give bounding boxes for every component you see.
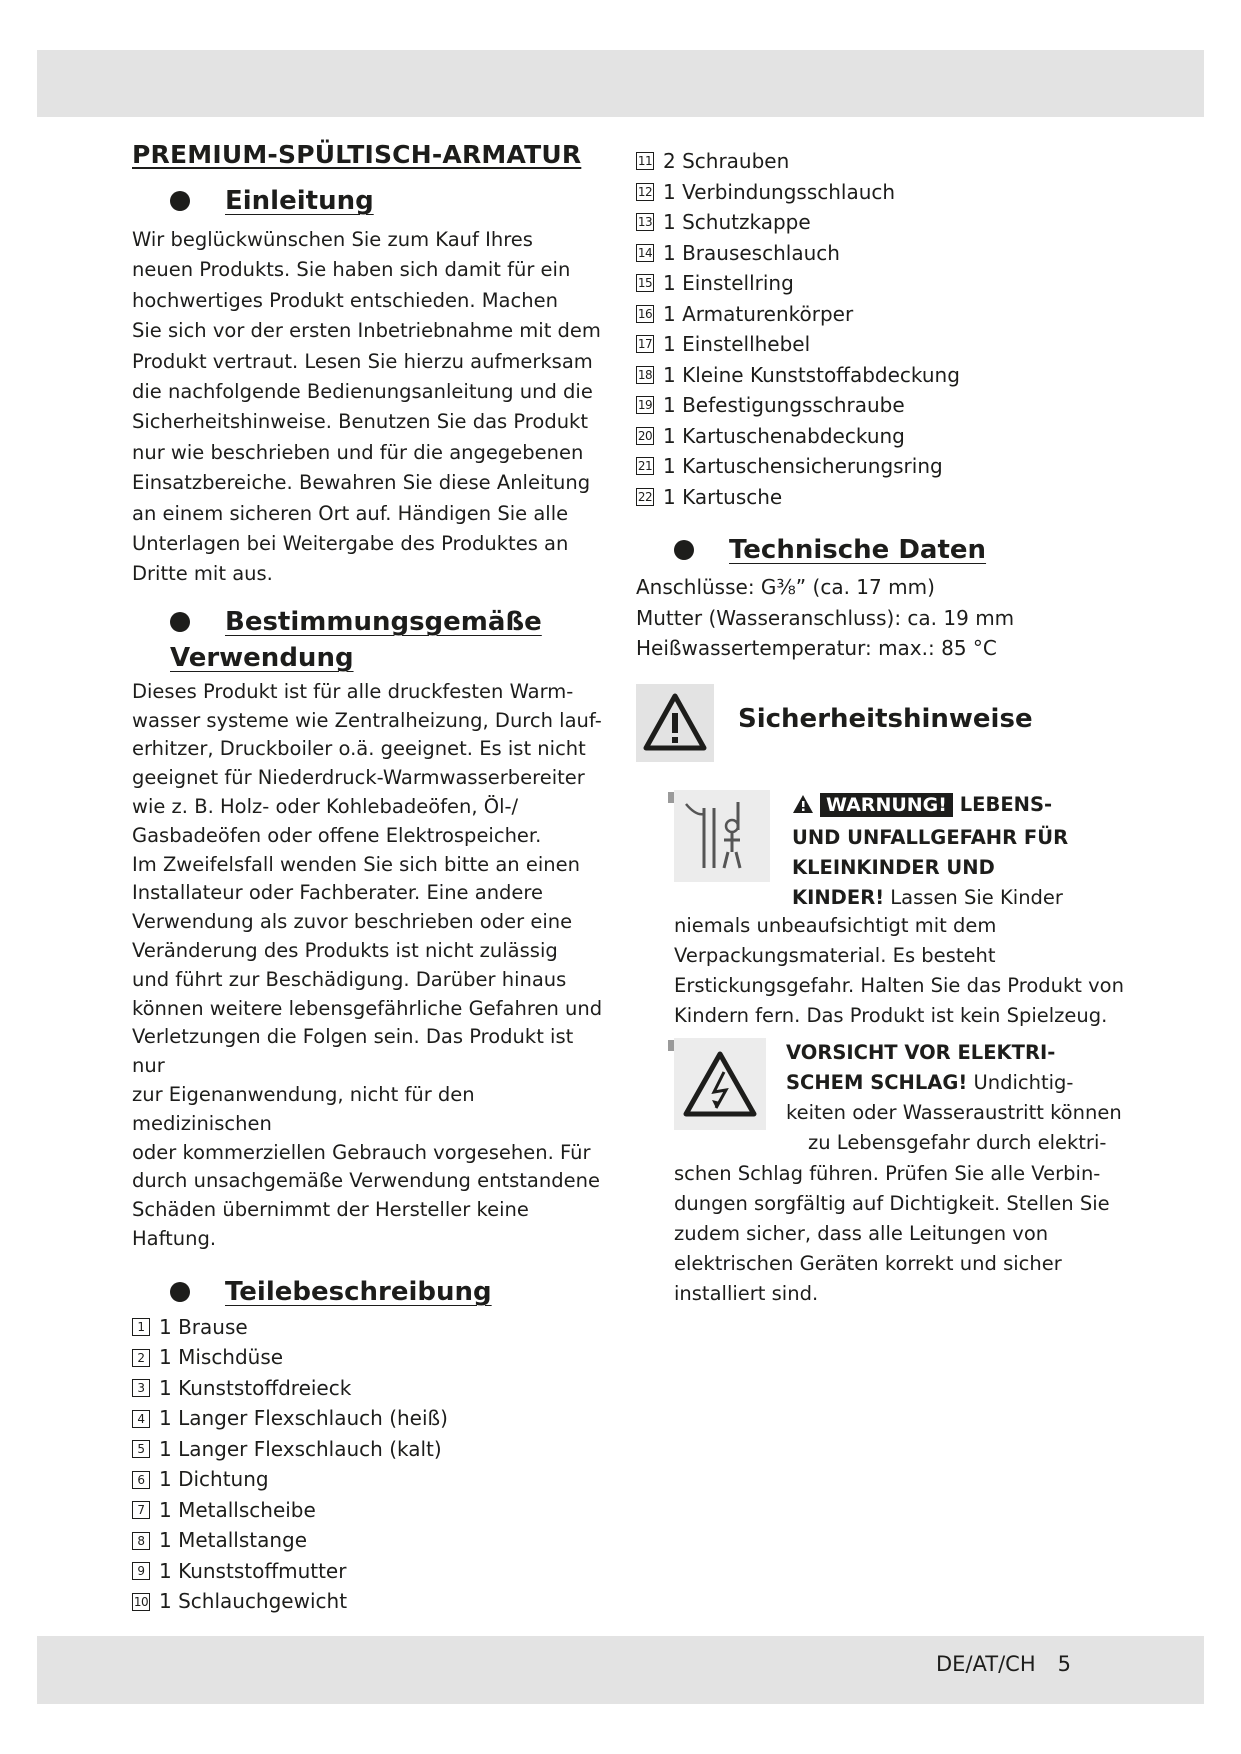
list-item: 22 1 Kartusche xyxy=(637,484,783,509)
warning-small-icon xyxy=(792,793,814,823)
part-number-box: 7 xyxy=(132,1501,150,1519)
list-item: 8 1 Metallstange xyxy=(132,1525,604,1556)
part-number-box: 1 xyxy=(132,1318,150,1336)
section-heading-teile: Teilebeschreibung xyxy=(132,1274,604,1310)
list-item: 4 1 Langer Flexschlauch (heiß) xyxy=(132,1403,604,1434)
list-item: 5 1 Langer Flexschlauch (kalt) xyxy=(132,1434,604,1465)
part-number-box: 10 xyxy=(133,1594,149,1609)
sicherheitshinweise-header xyxy=(636,684,1116,764)
part-number-box: 19 xyxy=(637,398,653,413)
part-number-box: 18 xyxy=(637,367,653,382)
part-number-box: 20 xyxy=(637,428,653,443)
list-item: 20 1 Kartuschenabdeckung xyxy=(637,423,905,448)
list-item: 21 1 Kartuschensicherungsring xyxy=(637,454,943,478)
bullet-icon xyxy=(170,1282,190,1302)
warning-block-electric: VORSICHT VOR ELEKTRI- SCHEM SCHLAG! Undichtig- keiten oder Wasseraustritt können zu Lebensgefahr durch elektri- schen Schlag führen. Prüfen Sie alle Verbin- dungen sorgfältig auf Dichtigkeit. Stellen Sie zudem sicher, dass alle Leitungen von elektrischen Geräten korrekt und sicher installiert sind. xyxy=(636,1038,1116,1298)
list-item: 15 1 Einstellring xyxy=(637,271,794,295)
warning-label: WARNUNG! xyxy=(820,793,953,817)
warning-block-children: WARNUNG! LEBENS- UND UNFALLGEFAHR FÜR KLEINKINDER UND KINDER! Lassen Sie Kinder niemals unbeaufsichtigt mit dem Verpackungsmaterial. Es besteht Erstickungsgefahr. Halten Sie das Produkt von Kindern fern. Das Produkt ist kein Spielzeug. xyxy=(636,790,1116,1038)
bullet-icon xyxy=(170,191,190,211)
list-item: 18 1 Kleine Kunststoffabdeckung xyxy=(637,362,960,387)
section-heading-verwendung: Bestimmungsgemäße Verwendung xyxy=(170,606,542,673)
part-number-box: 13 xyxy=(637,215,653,230)
part-number-box: 14 xyxy=(637,245,653,260)
bullet-icon xyxy=(170,612,190,632)
electric-shock-icon xyxy=(674,1038,766,1130)
page-number: 5 xyxy=(1057,1652,1071,1676)
part-number-box: 21 xyxy=(637,459,653,474)
part-number-box: 15 xyxy=(637,276,653,291)
part-number-box: 3 xyxy=(132,1379,150,1397)
list-item: 14 1 Brauseschlauch xyxy=(637,240,840,265)
bullet-icon xyxy=(674,540,694,560)
parts-list-left xyxy=(132,1312,604,1617)
list-item: 19 1 Befestigungsschraube xyxy=(637,393,905,417)
einleitung-text: Wir beglückwünschen Sie zum Kauf Ihres neuen Produkts. Sie haben sich damit für ein hochwertiges Produkt entschieden. Machen Sie sich vor der ersten Inbetriebnahme mit dem Produkt vertraut. Lesen Sie hierzu aufmerksam die nachfolgende Bedienungsanleitung und die Sicherheitshinweise. Benutzen Sie das Produkt nur wie beschrieben und für die angegebenen Einsatzbereiche. Bewahren Sie diese Anleitung an einem sicheren Ort auf. Händigen Sie alle Unterlagen bei Weitergabe des Produktes an Dritte mit aus. xyxy=(132,228,601,586)
section-heading-technische-daten: Technische Daten xyxy=(636,532,1116,568)
part-number-box: 6 xyxy=(132,1471,150,1489)
right-column xyxy=(636,146,1124,1306)
technische-daten-text: Anschlüsse: G⅜” (ca. 17 mm) Mutter (Wasseranschluss): ca. 19 mm Heißwassertemperatur: max.: 85 °C xyxy=(636,575,1015,660)
part-number-box: 4 xyxy=(132,1410,150,1428)
verwendung-text: Dieses Produkt ist für alle druckfesten Warm- wasser systeme wie Zentralheizung, Durch lauf- erhitzer, Druckboiler o.ä. geeignet. Es ist nicht geeignet für Niederdruck-Warmwasserbereiter wie z. B. Holz- oder Kohlebadeöfen, Öl-/ Gasbadeöfen oder offene Elektrospeicher. Im Zweifelsfall wenden Sie sich bitte an einen Installateur oder Fachberater. Eine andere Verwendung als zuvor beschrieben oder eine Veränderung des Produkts ist nicht zulässig und führt zur Beschädigung. Darüber hinaus können weitere lebensgefährliche Gefahren und Verletzungen die Folgen sein. Das Produkt ist nur zur Eigenanwendung, nicht für den medizinischen oder kommerziellen Gebrauch vorgesehen. Für durch unsachgemäße Verwendung entstandene Schäden übernimmt der Hersteller keine Haftung. xyxy=(132,679,603,1251)
part-number-box: 12 xyxy=(637,184,653,199)
list-item: 7 1 Metallscheibe xyxy=(132,1495,604,1526)
part-number-box: 8 xyxy=(132,1532,150,1550)
list-item: 10 1 Schlauchgewicht xyxy=(133,1589,348,1614)
part-number-box: 16 xyxy=(637,306,653,321)
list-item: 2 1 Mischdüse xyxy=(132,1342,604,1373)
section-heading-einleitung: Einleitung xyxy=(132,183,604,219)
list-item: 16 1 Armaturenkörper xyxy=(637,301,854,326)
parts-list-right xyxy=(636,146,1116,512)
list-item: 3 1 Kunststoffdreieck xyxy=(132,1373,604,1404)
document-title: PREMIUM-SPÜLTISCH-ARMATUR xyxy=(132,140,582,169)
part-number-box: 11 xyxy=(637,154,653,169)
part-number-box: 22 xyxy=(637,489,653,504)
child-safety-icon xyxy=(674,790,770,882)
header-band xyxy=(37,50,1204,117)
footer-region: DE/AT/CH xyxy=(936,1652,1036,1676)
list-item: 11 2 Schrauben xyxy=(637,149,790,173)
part-number-box: 5 xyxy=(132,1440,150,1458)
page-footer xyxy=(936,1652,1071,1676)
list-item: 12 1 Verbindungsschlauch xyxy=(637,179,896,204)
list-item: 17 1 Einstellhebel xyxy=(637,332,811,356)
warning-triangle-icon xyxy=(636,684,714,762)
part-number-box: 9 xyxy=(132,1562,150,1580)
list-item: 9 1 Kunststoffmutter xyxy=(132,1556,604,1587)
part-number-box: 17 xyxy=(637,337,653,352)
list-item: 6 1 Dichtung xyxy=(132,1464,604,1495)
part-number-box: 2 xyxy=(132,1349,150,1367)
left-column xyxy=(132,140,604,1617)
list-item: 13 1 Schutzkappe xyxy=(637,210,811,234)
section-heading-sicherheit: Sicherheitshinweise xyxy=(738,703,1033,734)
list-item: 1 1 Brause xyxy=(132,1312,604,1343)
